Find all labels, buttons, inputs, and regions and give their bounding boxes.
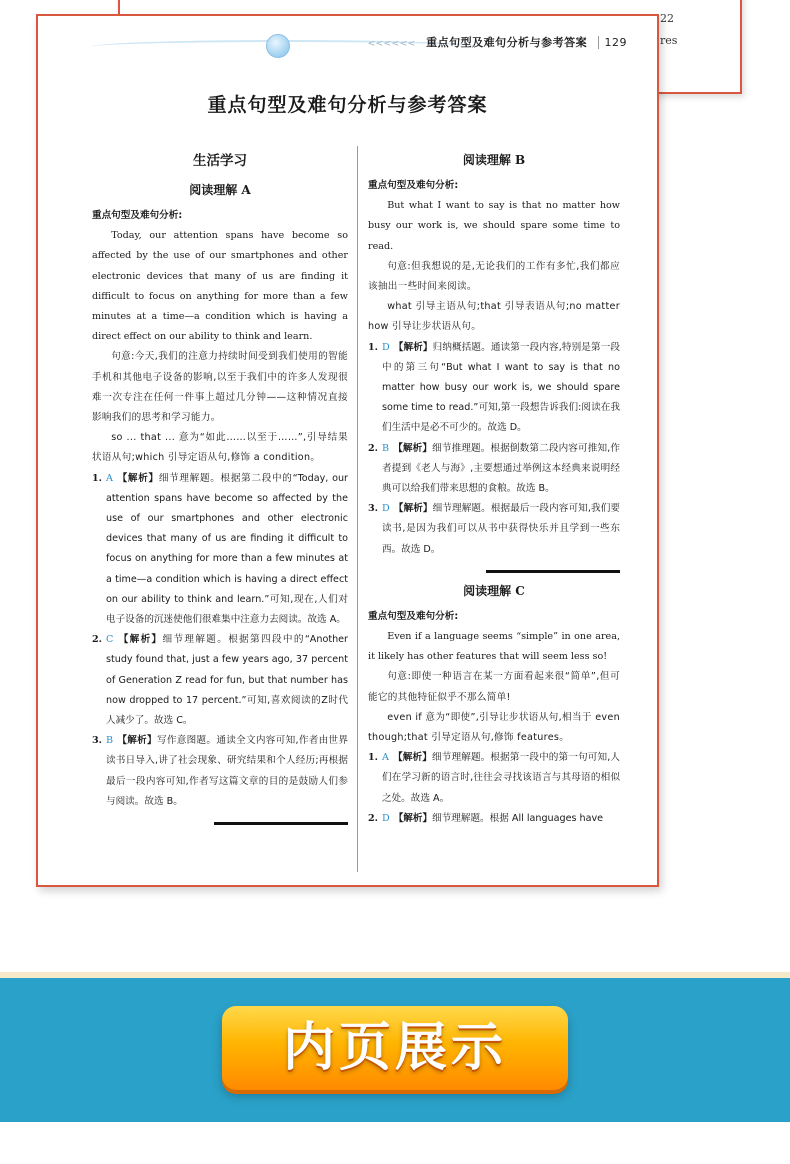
chinese-meaning-c: 句意:即使一种语言在某一方面看起来很“简单”,但可能它的其他特征似乎不那么简单! [368, 671, 620, 703]
answer-letter: D [382, 812, 390, 824]
left-column [92, 144, 348, 833]
grammar-note-a: so ... that ... 意为“如此……以至于……”,引导结果状语从句;which 引导定语从句,修饰 a condition。 [92, 432, 348, 464]
subsection-title-a: 阅读理解 A [189, 183, 251, 197]
answer-item: 1. D 【解析】归纳概括题。通读第一段内容,特别是第一段中的第三句“But what I want to say is that no matter how busy our work is, we should spare some time to read.”可知,第一段想告诉我们:阅读在我们生活中是必不可少的。故选 D。 [368, 341, 620, 434]
section-title: 生活学习 [193, 153, 247, 169]
book-page [36, 14, 659, 887]
subsection-title-b: 阅读理解 B [462, 153, 526, 167]
promo-banner [0, 972, 790, 1122]
answer-letter: A [106, 472, 113, 484]
answer-item: 2. D 【解析】细节理解题。根据 All languages have [368, 812, 604, 824]
answer-letter: B [382, 442, 390, 454]
answer-letter: A [382, 752, 389, 764]
banner-text: 内页展示 [282, 1018, 507, 1078]
analysis-label-b: 重点句型及难句分析: [368, 180, 459, 191]
subsection-title-c: 阅读理解 C [463, 583, 525, 598]
running-header [368, 34, 627, 50]
column-divider [357, 146, 358, 872]
chinese-meaning-a: 句意:今天,我们的注意力持续时间受到我们使用的智能手机和其他电子设备的影响,以至于我们中的许多人发现很难一次专注在任何一件事上超过几分钟——这种情况直接影响我们的思考和学习能力。 [92, 351, 348, 424]
grammar-note-c: even if 意为“即使”,引导让步状语从句,相当于 even though;that 引导定语从句,修饰 features。 [368, 711, 620, 744]
answer-letter: D [382, 503, 390, 515]
english-sentence-b: But what I want to say is that no matter how busy our work is, we should spare some time to read. [368, 200, 620, 252]
answer-letter: B [106, 735, 114, 747]
arrows-icon: <<<<<< [367, 39, 416, 49]
answer-letter: C [106, 634, 114, 646]
right-column [368, 144, 620, 829]
section-end-rule [214, 822, 348, 825]
grammar-note-b: what 引导主语从句;that 引导表语从句;no matter how 引导让步状语从句。 [368, 301, 620, 333]
chinese-meaning-b: 句意:但我想说的是,无论我们的工作有多忙,我们都应该抽出一些时间来阅读。 [368, 260, 620, 293]
answer-letter: D [382, 341, 390, 353]
answer-item: 2. C 【解析】细节理解题。根据第四段中的“Another study found that, just a few years ago, 37 percent of Generation Z read for fun, but that number has now dropped to 17 percent.”可知,喜欢阅读的Z时代人减少了。故选 C。 [92, 634, 349, 727]
banner-pill [222, 1006, 568, 1090]
section-end-rule [486, 570, 620, 573]
answer-item: 3. B 【解析】写作意图题。通读全文内容可知,作者由世界读书日导入,讲了社会现象、研究结果和个人经历;再根据最后一段内容可知,作者写这篇文章的目的是鼓励人们参与阅读。故选 B。 [92, 735, 348, 807]
answer-item: 1. A 【解析】细节理解题。根据第一段中的第一句可知,人们在学习新的语言时,往往会寻找该语言与其母语的相似之处。故选 A。 [368, 752, 620, 804]
running-title: 重点句型及难句分析与参考答案 [426, 36, 588, 49]
answer-item: 3. D 【解析】细节理解题。根据最后一段内容可知,我们要读书,是因为我们可以从书中获得快乐并且学到一些东西。故选 D。 [368, 503, 620, 555]
bubble-icon [266, 34, 290, 58]
page-number: 129 [598, 36, 628, 49]
page-title: 重点句型及难句分析与参考答案 [207, 94, 488, 116]
analysis-label-c: 重点句型及难句分析: [368, 610, 459, 622]
answer-item: 1. A 【解析】细节理解题。根据第二段中的“Today, our attention spans have become so affected by the use of our smartphones and other electronic devices that many of us are finding it difficult to focus on anything for more than a few minutes at a time—a condition which is having a direct effect on our ability to think and learn.”可知,现在,人们对电子设备的沉迷使他们很难集中注意力去阅读。故选 A。 [92, 472, 349, 626]
english-sentence-c: Even if a language seems “simple” in one area, it likely has other features that will seem less so! [368, 631, 620, 663]
answer-item: 2. B 【解析】细节推理题。根据倒数第二段内容可推知,作者提到《老人与海》,主要想通过举例这本经典来说明经典可以给我们带来思想的食粮。故选 B。 [368, 442, 620, 495]
english-sentence-a: Today, our attention spans have become so affected by the use of our smartphones and other electronic devices that many of us are finding it difficult to focus on anything for more than a few minutes at a time—a condition which is having a direct effect on our ability to think and learn. [92, 230, 348, 343]
analysis-label-a: 重点句型及难句分析: [92, 210, 183, 221]
back-page-peek: 22 res [660, 12, 678, 47]
